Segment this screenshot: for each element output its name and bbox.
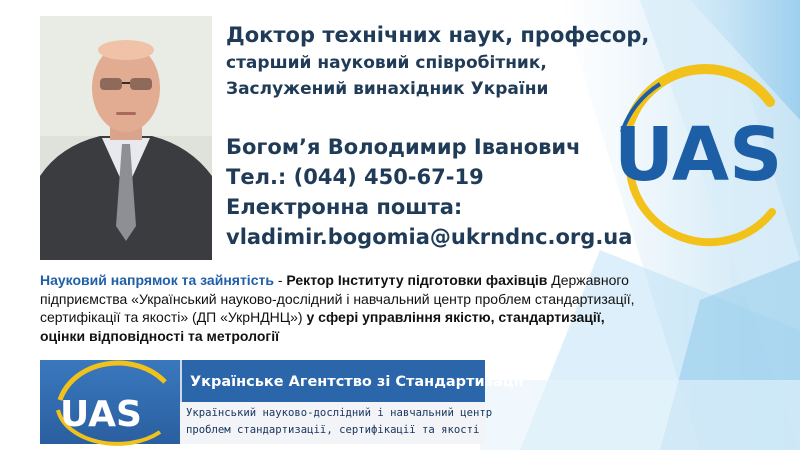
svg-text:UAS: UAS bbox=[60, 394, 142, 435]
description-field: у сфері управління якістю, стандартизації, оцінки відповідності та метрології bbox=[40, 309, 605, 344]
portrait-photo bbox=[40, 16, 212, 260]
description-org: Державного підприємства «Український науково-дослідний і навчальний центр проблем стандартизації, сертифікації та якості» (ДП «УкрНДНЦ») bbox=[40, 272, 635, 325]
description-highlight: Науковий напрямок та зайнятість bbox=[40, 272, 274, 288]
description-role: Ректор Інституту підготовки фахівців bbox=[286, 272, 548, 288]
phone-number: Тел.: (044) 450-67-19 bbox=[226, 165, 484, 189]
banner-title: Українське Агентство зі Стандартизації bbox=[190, 374, 524, 390]
email-address[interactable]: vladimir.bogomia@ukrndnc.org.ua bbox=[226, 225, 633, 249]
description-block: Науковий напрямок та зайнятість - Ректор Інституту підготовки фахівців Державного підприємства «Український науково-дослідний і навчальний центр проблем стандартизації, сертифікації та якості» (ДП «УкрНДНЦ») у сфері управління якістю, стандартизації, оцінки відповідності та метрології bbox=[40, 272, 635, 344]
uas-logo bbox=[600, 62, 796, 242]
agency-banner bbox=[40, 360, 524, 444]
banner-subtitle-line2: проблем стандартизації, сертифікації та якості bbox=[186, 424, 480, 436]
person-name: Богом’я Володимир Іванович bbox=[226, 135, 581, 159]
banner-subtitle bbox=[180, 402, 493, 444]
contact-block bbox=[226, 20, 649, 252]
title-position: старший науковий співробітник, bbox=[226, 53, 547, 73]
banner-subtitle-line1: Український науково-дослідний і навчальний центр bbox=[186, 407, 493, 419]
uas-logo-text: UAS bbox=[614, 112, 783, 198]
title-award: Заслужений винахідник України bbox=[226, 79, 549, 99]
email-label: Електронна пошта: bbox=[226, 195, 463, 219]
title-degree: Доктор технічних наук, професор, bbox=[226, 23, 650, 47]
banner-logo bbox=[40, 360, 180, 444]
